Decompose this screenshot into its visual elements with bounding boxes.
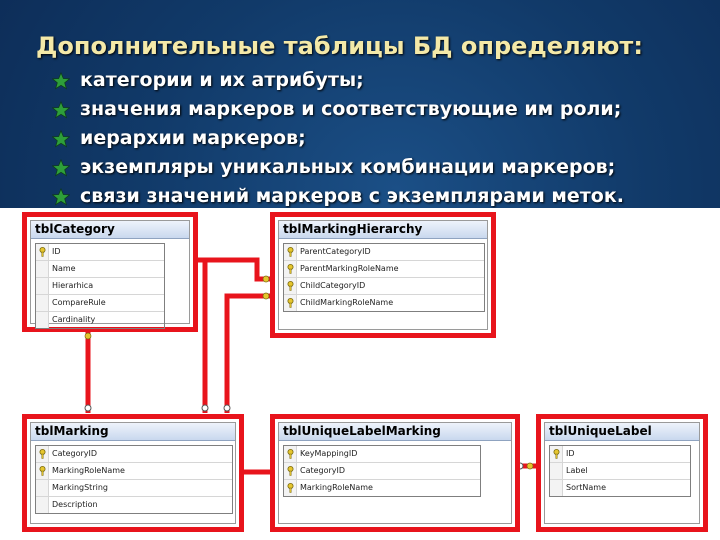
column-name: Name — [52, 264, 76, 273]
column-name: SortName — [566, 483, 606, 492]
column-row[interactable] — [550, 446, 690, 462]
column-name: Description — [52, 500, 98, 509]
star-icon — [52, 159, 70, 177]
key-icon — [38, 466, 47, 476]
table-title: tblMarking — [31, 423, 235, 441]
column-row[interactable] — [36, 496, 232, 513]
column-row[interactable] — [284, 244, 484, 260]
key-icon — [552, 449, 561, 459]
column-name: CategoryID — [52, 449, 98, 458]
table-tblUniqueLabel[interactable] — [536, 414, 708, 532]
bullet-text: категории и их атрибуты; — [80, 69, 364, 91]
column-row[interactable] — [284, 294, 484, 311]
column-list — [549, 445, 691, 497]
key-icon — [286, 264, 295, 274]
column-row[interactable] — [284, 479, 480, 496]
bullet-item — [52, 124, 624, 153]
column-name: ParentCategoryID — [300, 247, 371, 256]
column-name: ChildCategoryID — [300, 281, 366, 290]
bullet-text: экземпляры уникальных комбинации маркеров; — [80, 156, 616, 178]
column-row[interactable] — [284, 260, 484, 277]
table-title: tblUniqueLabelMarking — [279, 423, 511, 441]
relationship-endpoint — [224, 405, 230, 411]
key-icon — [527, 463, 533, 469]
column-name: CompareRule — [52, 298, 106, 307]
key-icon — [38, 449, 47, 459]
key-icon — [286, 466, 295, 476]
column-name: KeyMappingID — [300, 449, 358, 458]
bullet-text: связи значений маркеров с экземплярами меток. — [80, 185, 624, 207]
bullet-item — [52, 153, 624, 182]
column-row[interactable] — [36, 462, 232, 479]
column-name: Cardinality — [52, 315, 96, 324]
column-name: ChildMarkingRoleName — [300, 298, 394, 307]
key-icon — [263, 276, 269, 282]
column-row[interactable] — [284, 446, 480, 462]
column-name: Label — [566, 466, 588, 475]
column-list — [35, 445, 233, 514]
star-icon — [52, 188, 70, 206]
relationship-endpoint — [85, 405, 91, 411]
column-name: Hierarhica — [52, 281, 94, 290]
key-icon — [286, 449, 295, 459]
relationship-line — [227, 296, 272, 413]
slide-title: Дополнительные таблицы БД определяют: — [36, 32, 643, 60]
star-icon — [52, 130, 70, 148]
key-icon — [38, 247, 47, 257]
column-name: ID — [52, 247, 61, 256]
bullet-text: значения маркеров и соответствующие им роли; — [80, 98, 622, 120]
table-tblCategory[interactable] — [22, 212, 198, 332]
column-row[interactable] — [36, 244, 164, 260]
bullet-item — [52, 95, 624, 124]
star-icon — [52, 101, 70, 119]
column-list — [35, 243, 165, 329]
bullet-list — [52, 66, 624, 211]
key-icon — [263, 293, 269, 299]
column-row[interactable] — [36, 311, 164, 328]
column-list — [283, 243, 485, 312]
column-list — [283, 445, 481, 497]
key-icon — [286, 483, 295, 493]
column-name: ID — [566, 449, 575, 458]
column-row[interactable] — [36, 294, 164, 311]
key-icon — [286, 281, 295, 291]
key-icon — [286, 298, 295, 308]
column-row[interactable] — [36, 479, 232, 496]
column-row[interactable] — [550, 462, 690, 479]
column-name: MarkingRoleName — [300, 483, 373, 492]
table-tblMarkingHierarchy[interactable] — [270, 212, 496, 338]
column-row[interactable] — [36, 260, 164, 277]
column-row[interactable] — [284, 277, 484, 294]
key-icon — [286, 247, 295, 257]
column-row[interactable] — [36, 446, 232, 462]
column-row[interactable] — [36, 277, 164, 294]
table-title: tblCategory — [31, 221, 189, 239]
column-name: ParentMarkingRoleName — [300, 264, 399, 273]
table-tblMarking[interactable] — [22, 414, 244, 532]
table-tblUniqueLabelMarking[interactable] — [270, 414, 520, 532]
bullet-item — [52, 182, 624, 211]
column-row[interactable] — [550, 479, 690, 496]
relationship-endpoint — [202, 405, 208, 411]
bullet-text: иерархии маркеров; — [80, 127, 306, 149]
column-row[interactable] — [284, 462, 480, 479]
table-title: tblUniqueLabel — [545, 423, 699, 441]
column-name: MarkingString — [52, 483, 108, 492]
star-icon — [52, 72, 70, 90]
key-icon — [85, 333, 91, 339]
diagram-canvas — [0, 208, 720, 540]
column-name: MarkingRoleName — [52, 466, 125, 475]
bullet-item — [52, 66, 624, 95]
table-title: tblMarkingHierarchy — [279, 221, 487, 239]
column-name: CategoryID — [300, 466, 346, 475]
